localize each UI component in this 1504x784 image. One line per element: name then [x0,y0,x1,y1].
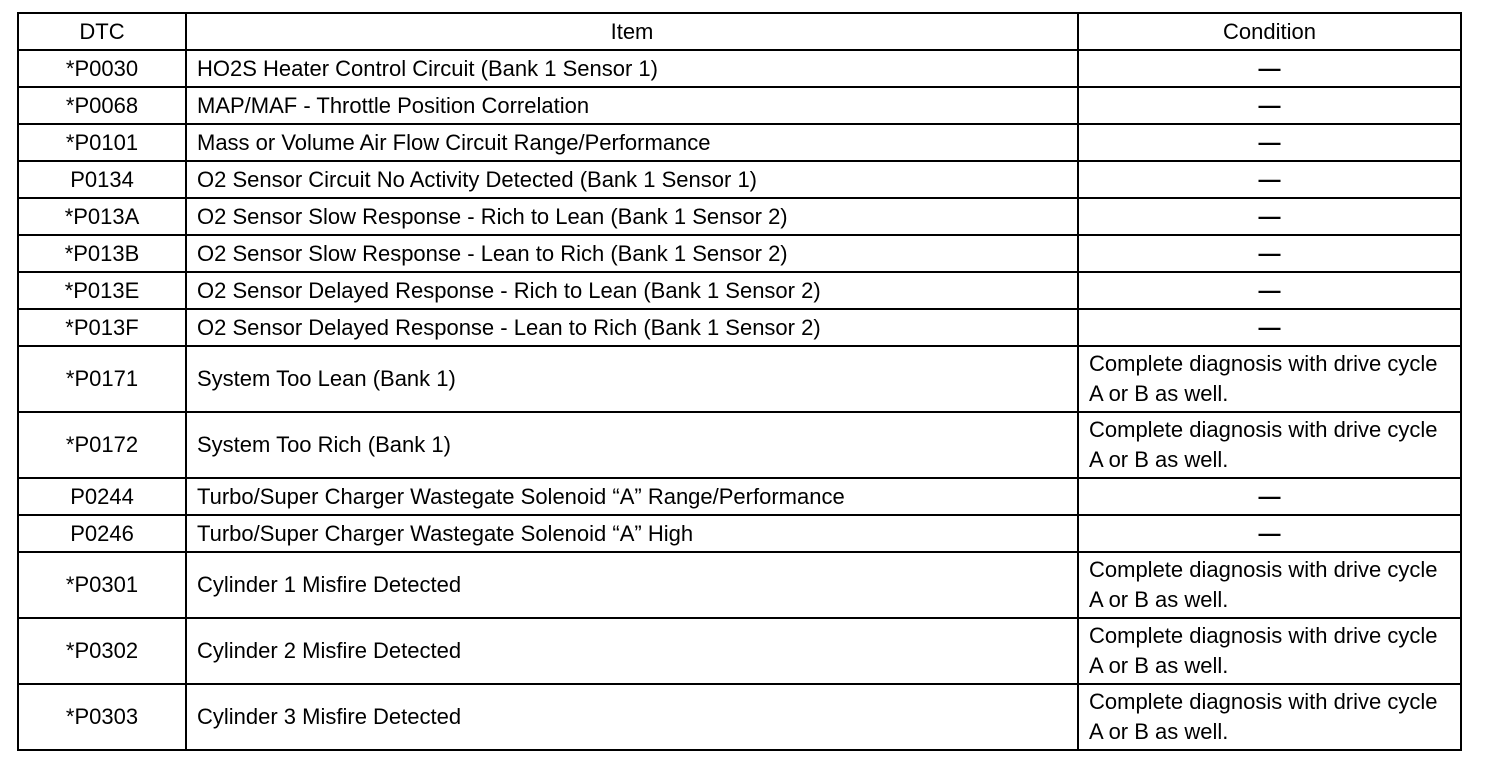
item-cell: MAP/MAF - Throttle Position Correlation [186,87,1078,124]
dtc-cell: *P0171 [18,346,186,412]
table-row [18,478,1461,515]
dtc-cell: P0134 [18,161,186,198]
condition-cell: — [1078,50,1461,87]
dtc-cell: *P0303 [18,684,186,750]
table-row [18,684,1461,750]
table-row [18,161,1461,198]
condition-cell: Complete diagnosis with drive cycle A or B as well. [1078,618,1461,684]
item-cell: Cylinder 2 Misfire Detected [186,618,1078,684]
condition-cell: — [1078,478,1461,515]
table-row [18,87,1461,124]
dtc-cell: *P0172 [18,412,186,478]
dtc-cell: *P0302 [18,618,186,684]
item-cell: Mass or Volume Air Flow Circuit Range/Performance [186,124,1078,161]
item-cell: O2 Sensor Circuit No Activity Detected (Bank 1 Sensor 1) [186,161,1078,198]
condition-cell: — [1078,235,1461,272]
item-cell: O2 Sensor Delayed Response - Lean to Rich (Bank 1 Sensor 2) [186,309,1078,346]
table-row [18,124,1461,161]
table-row [18,412,1461,478]
dtc-cell: *P013B [18,235,186,272]
condition-cell: — [1078,124,1461,161]
dtc-cell: P0246 [18,515,186,552]
condition-cell: — [1078,87,1461,124]
table-row [18,309,1461,346]
item-cell: Cylinder 1 Misfire Detected [186,552,1078,618]
item-cell: Turbo/Super Charger Wastegate Solenoid “A” Range/Performance [186,478,1078,515]
item-cell: O2 Sensor Slow Response - Rich to Lean (Bank 1 Sensor 2) [186,198,1078,235]
dtc-table [17,12,1462,751]
header-item: Item [186,13,1078,50]
item-cell: System Too Lean (Bank 1) [186,346,1078,412]
table-row [18,346,1461,412]
condition-cell: Complete diagnosis with drive cycle A or B as well. [1078,412,1461,478]
table-row [18,50,1461,87]
condition-cell: Complete diagnosis with drive cycle A or B as well. [1078,552,1461,618]
header-row [18,13,1461,50]
dtc-cell: *P013E [18,272,186,309]
dtc-cell: *P013A [18,198,186,235]
table-row [18,515,1461,552]
table-header [18,13,1461,50]
dtc-cell: *P0101 [18,124,186,161]
dtc-cell: *P0030 [18,50,186,87]
table-row [18,235,1461,272]
item-cell: HO2S Heater Control Circuit (Bank 1 Sensor 1) [186,50,1078,87]
condition-cell: — [1078,198,1461,235]
table-body [18,50,1461,750]
item-cell: Turbo/Super Charger Wastegate Solenoid “A” High [186,515,1078,552]
condition-cell: — [1078,515,1461,552]
header-dtc: DTC [18,13,186,50]
condition-cell: Complete diagnosis with drive cycle A or B as well. [1078,684,1461,750]
dtc-cell: P0244 [18,478,186,515]
item-cell: O2 Sensor Delayed Response - Rich to Lean (Bank 1 Sensor 2) [186,272,1078,309]
table-row [18,552,1461,618]
item-cell: Cylinder 3 Misfire Detected [186,684,1078,750]
table-row [18,618,1461,684]
dtc-cell: *P0301 [18,552,186,618]
table-row [18,198,1461,235]
item-cell: System Too Rich (Bank 1) [186,412,1078,478]
condition-cell: — [1078,272,1461,309]
condition-cell: — [1078,309,1461,346]
condition-cell: — [1078,161,1461,198]
condition-cell: Complete diagnosis with drive cycle A or B as well. [1078,346,1461,412]
header-condition: Condition [1078,13,1461,50]
table-row [18,272,1461,309]
dtc-cell: *P0068 [18,87,186,124]
item-cell: O2 Sensor Slow Response - Lean to Rich (Bank 1 Sensor 2) [186,235,1078,272]
dtc-cell: *P013F [18,309,186,346]
